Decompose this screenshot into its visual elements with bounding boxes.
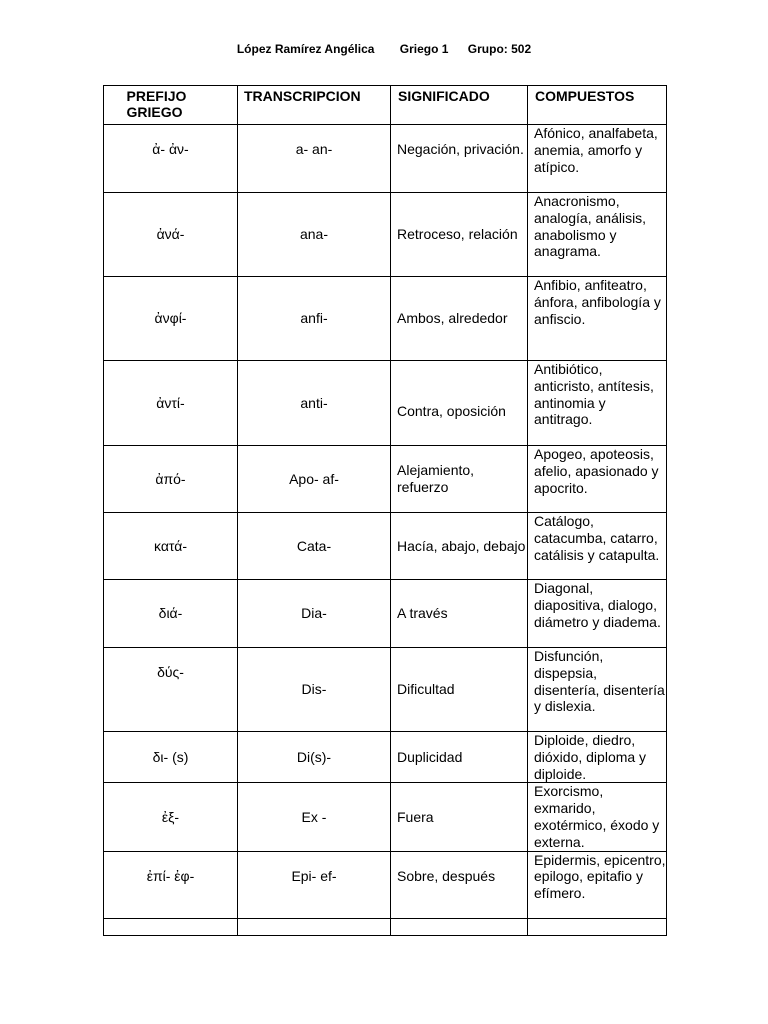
transcription-cell: Dia- [238, 580, 391, 648]
meaning-cell: Duplicidad [391, 732, 528, 783]
header-prefix: PREFIJO GRIEGO [104, 86, 238, 125]
prefix-cell: διά- [104, 580, 238, 648]
empty-cell [104, 918, 238, 935]
meaning-cell: Retroceso, relación [391, 193, 528, 277]
table-row [104, 851, 667, 918]
table-row [104, 193, 667, 277]
table-row [104, 446, 667, 513]
meaning-cell: Fuera [391, 783, 528, 851]
prefix-cell: ἀνφί- [104, 277, 238, 361]
table-row [104, 648, 667, 732]
compounds-cell: Afónico, analfabeta, anemia, amorfo y atípico. [528, 125, 667, 193]
prefix-cell: ἀ- ἀν- [104, 125, 238, 193]
meaning-cell: Sobre, después [391, 851, 528, 918]
prefix-table [103, 85, 667, 936]
transcription-cell: Di(s)- [238, 732, 391, 783]
empty-cell [528, 918, 667, 935]
table-header-row [104, 86, 667, 125]
group-label: Grupo: 502 [467, 42, 532, 56]
header-compounds: COMPUESTOS [528, 86, 667, 125]
meaning-cell: Ambos, alrededor [391, 277, 528, 361]
header-transcription: TRANSCRIPCION [238, 86, 391, 125]
table-row [104, 277, 667, 361]
meaning-cell: Dificultad [391, 648, 528, 732]
transcription-cell: Ex - [238, 783, 391, 851]
table-row [104, 361, 667, 446]
empty-row [104, 918, 667, 935]
meaning-cell: Alejamiento, refuerzo [391, 446, 528, 513]
prefix-cell: ἀπό- [104, 446, 238, 513]
prefix-cell: ἐπί- ἐφ- [104, 851, 238, 918]
table-row [104, 513, 667, 580]
empty-cell [238, 918, 391, 935]
transcription-cell: anti- [238, 361, 391, 446]
compounds-cell: Antibiótico, anticristo, antítesis, antinomia y antitrago. [528, 361, 667, 446]
compounds-cell: Epidermis, epicentro, epilogo, epitafio y efímero. [528, 851, 667, 918]
compounds-cell: Disfunción, dispepsia, disentería, disentería y dislexia. [528, 648, 667, 732]
document-header [0, 42, 768, 56]
prefix-cell: ἐξ- [104, 783, 238, 851]
meaning-cell: A través [391, 580, 528, 648]
compounds-cell: Catálogo, catacumba, catarro, catálisis y catapulta. [528, 513, 667, 580]
meaning-cell: Hacía, abajo, debajo [391, 513, 528, 580]
table-row [104, 783, 667, 851]
header-meaning: SIGNIFICADO [391, 86, 528, 125]
transcription-cell: Epi- ef- [238, 851, 391, 918]
meaning-cell: Negación, privación. [391, 125, 528, 193]
table-row [104, 732, 667, 783]
prefix-cell: κατά- [104, 513, 238, 580]
transcription-cell: Cata- [238, 513, 391, 580]
student-name: López Ramírez Angélica [236, 42, 375, 56]
compounds-cell: Exorcismo, exmarido, exotérmico, éxodo y externa. [528, 783, 667, 851]
compounds-cell: Apogeo, apoteosis, afelio, apasionado y apocrito. [528, 446, 667, 513]
transcription-cell: Apo- af- [238, 446, 391, 513]
table-row [104, 125, 667, 193]
compounds-cell: Anfibio, anfiteatro, ánfora, anfibología y anfiscio. [528, 277, 667, 361]
compounds-cell: Diagonal, diapositiva, dialogo, diámetro y diadema. [528, 580, 667, 648]
compounds-cell: Anacronismo, analogía, análisis, anabolismo y anagrama. [528, 193, 667, 277]
compounds-cell: Diploide, diedro, dióxido, diploma y diploide. [528, 732, 667, 783]
prefix-cell: δύς- [104, 648, 238, 732]
subject-label: Griego 1 [399, 42, 449, 56]
transcription-cell: ana- [238, 193, 391, 277]
transcription-cell: Dis- [238, 648, 391, 732]
table-row [104, 580, 667, 648]
transcription-cell: a- an- [238, 125, 391, 193]
prefix-cell: δι- (s) [104, 732, 238, 783]
empty-cell [391, 918, 528, 935]
prefix-cell: ἀνά- [104, 193, 238, 277]
prefix-cell: ἀντί- [104, 361, 238, 446]
transcription-cell: anfi- [238, 277, 391, 361]
meaning-cell: Contra, oposición [391, 361, 528, 446]
